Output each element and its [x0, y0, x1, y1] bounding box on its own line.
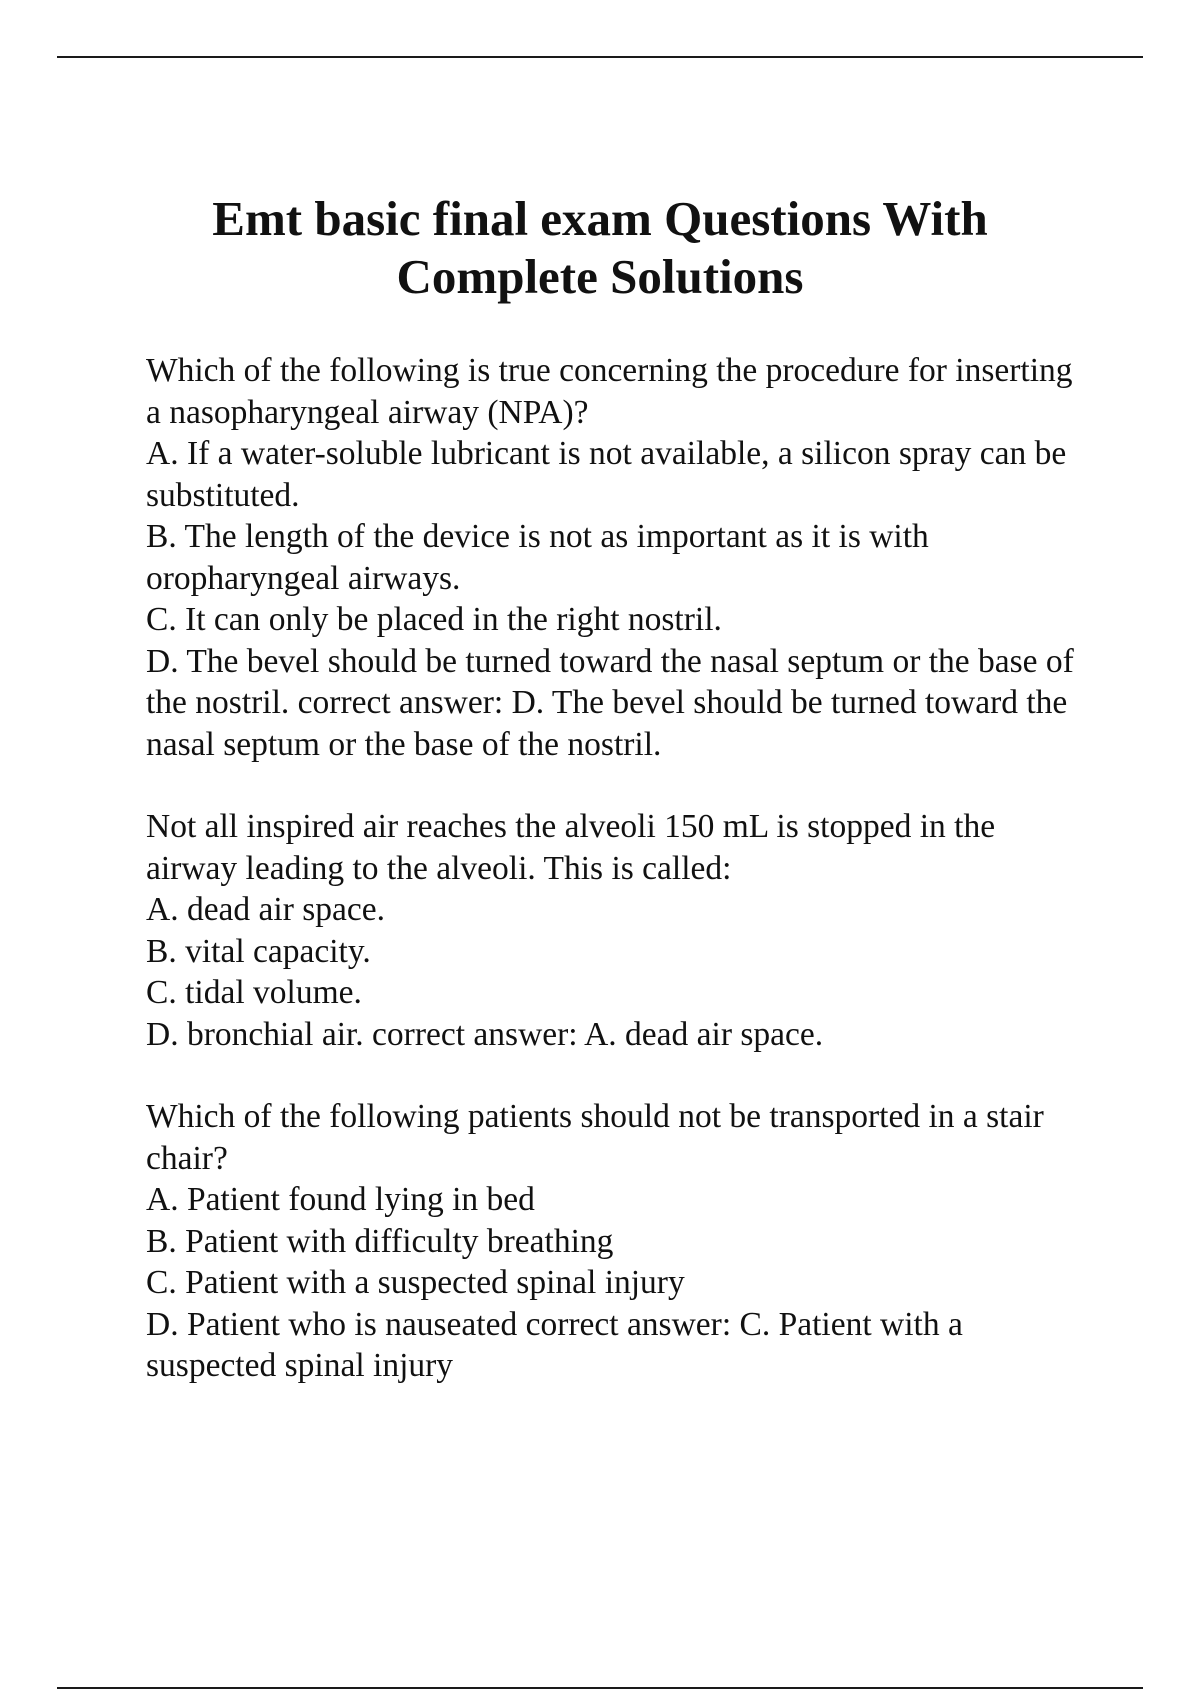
option-d-with-answer: D. The bevel should be turned toward the nasal septum or the base of the nostril. correct answer: D. The bevel should be turned toward the nasal septum or the base of the nostril. [146, 642, 1074, 763]
option-d-with-answer: D. Patient who is nauseated correct answer: C. Patient with a suspected spinal injury [146, 1305, 963, 1384]
title-line-1: Emt basic final exam Questions With [212, 191, 988, 246]
option-b: B. vital capacity. [146, 932, 371, 970]
document-title [57, 190, 1143, 306]
option-a: A. dead air space. [146, 891, 386, 928]
title-line-2: Complete Solutions [396, 249, 804, 304]
question-block [146, 1096, 1086, 1387]
option-d-with-answer: D. bronchial air. correct answer: A. dead air space. [146, 1015, 824, 1053]
option-c: C. Patient with a suspected spinal injury [146, 1264, 685, 1301]
option-a: A. If a water-soluble lubricant is not available, a silicon spray can be substituted. [146, 435, 1067, 514]
question-block [146, 350, 1086, 765]
question-text: Not all inspired air reaches the alveoli 150 mL is stopped in the airway leading to the alveoli. This is called: [146, 808, 996, 887]
question-list [146, 350, 1086, 1428]
header-rule [57, 56, 1143, 58]
option-b: B. Patient with difficulty breathing [146, 1222, 614, 1260]
option-c: C. tidal volume. [146, 974, 362, 1011]
option-b: B. The length of the device is not as important as it is with oropharyngeal airways. [146, 518, 929, 597]
question-text: Which of the following patients should not be transported in a stair chair? [146, 1098, 1044, 1177]
question-text: Which of the following is true concerning the procedure for inserting a nasopharyngeal airway (NPA)? [146, 352, 1073, 431]
footer-rule [57, 1687, 1143, 1689]
option-c: C. It can only be placed in the right nostril. [146, 601, 722, 638]
question-block [146, 806, 1086, 1055]
option-a: A. Patient found lying in bed [146, 1181, 535, 1218]
